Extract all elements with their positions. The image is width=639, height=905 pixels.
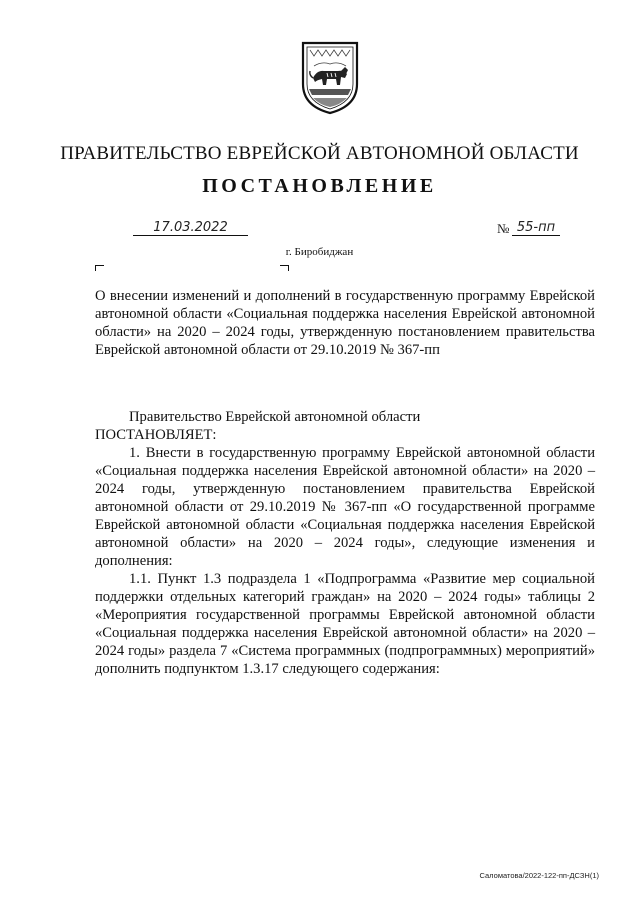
footer-reference: Саломатова/2022-122-пп-ДСЗН(1) bbox=[479, 871, 599, 880]
city-name: г. Биробиджан bbox=[285, 246, 354, 258]
paragraph-1: 1. Внести в государственную программу Еврейской автономной области «Социальная поддержка населения Еврейской автономной области» на 2020 – 2024 годы, утвержденную постановлением правительства Еврейской автономной области от 29.10.2019 № 367-пп «О государственной программе Еврейской автономной области «Социальная поддержка населения Еврейской автономной области» на 2020 – 2024 годы», следующие изменения и дополнения: bbox=[95, 445, 595, 569]
subject-block bbox=[95, 287, 595, 359]
paragraph-1-1: 1.1. Пункт 1.3 подраздела 1 «Подпрограмма «Развитие мер социальной поддержки отдельных категорий граждан» на 2020 – 2024 годы» таблицы 2 «Мероприятия государственной программы Еврейской автономной области «Социальная поддержка населения Еврейской автономной области» на 2020 – 2024 годы» раздела 7 «Система программных (подпрограммных) мероприятий» дополнить подпунктом 1.3.17 следующего содержания: bbox=[95, 571, 595, 677]
resolves-word: ПОСТАНОВЛЯЕТ: bbox=[95, 427, 217, 443]
preamble-line: Правительство Еврейской автономной области bbox=[129, 409, 421, 425]
coat-of-arms-tiger-icon bbox=[300, 40, 360, 116]
government-title: ПРАВИТЕЛЬСТВО ЕВРЕЙСКОЙ АВТОНОМНОЙ ОБЛАСТИ bbox=[60, 143, 579, 164]
document-type-heading: ПОСТАНОВЛЕНИЕ bbox=[202, 175, 437, 197]
body-block bbox=[95, 408, 595, 678]
number-label: № bbox=[497, 221, 510, 236]
subject-bracket-left bbox=[95, 265, 104, 271]
subject-text: О внесении изменений и дополнений в государственную программу Еврейской автономной области «Социальная поддержка населения Еврейской автономной области» на 2020 – 2024 годы, утвержденную постановлением правительства Еврейской автономной области от 29.10.2019 № 367-пп bbox=[95, 288, 595, 358]
document-number: 55-пп bbox=[512, 221, 560, 236]
subject-bracket-right bbox=[280, 265, 289, 271]
document-date: 17.03.2022 bbox=[133, 221, 248, 236]
